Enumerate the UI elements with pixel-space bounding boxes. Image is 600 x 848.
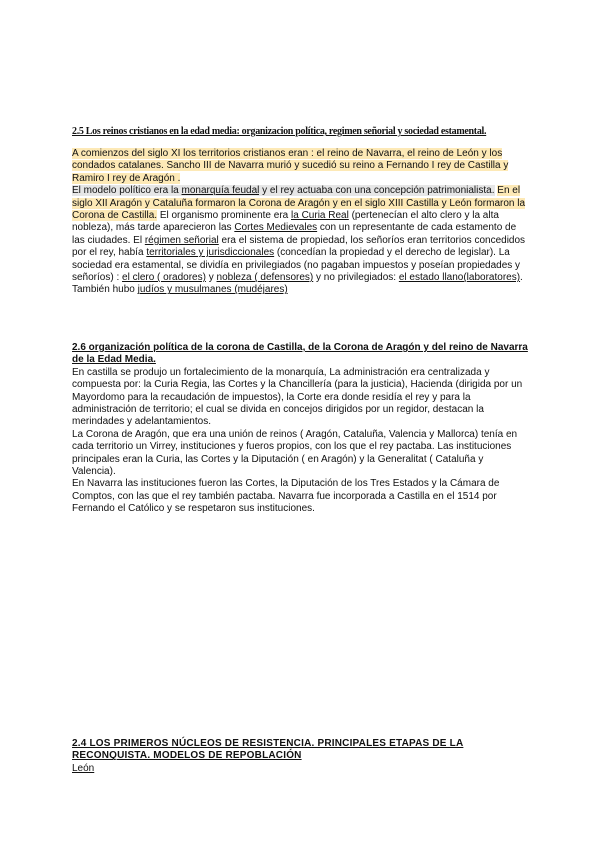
underlined-term: régimen señorial <box>144 234 219 246</box>
section-heading: 2.6 organización política de la corona de Castilla, de la Corona de Aragón y del reino de Navarra de la Edad Media. <box>72 342 528 366</box>
text-span: y <box>205 272 217 284</box>
underlined-term: la Curia Real <box>291 210 349 222</box>
text-span: y no privilegiados: <box>313 272 399 284</box>
paragraph: En castilla se produjo un fortalecimiento de la monarquía, La administración era centralizada y compuesta por: la Curia Regia, las Cortes y la Chancillería (para la justicia), Hacienda (dirigida por un Mayordomo para la recaudación de impuestos), la Corte era donde residía el rey y para la administración de territorio; el cual se divida en concejos dirigidos por un regidor, destacan la merindades y adelantamientos. <box>72 366 523 428</box>
section-2-5 <box>72 126 528 297</box>
text-span: (pertenecían el alto clero y la alta nobleza), más tarde aparecieron las <box>72 210 499 234</box>
highlighted-text: A comienzos del siglo XI los territorios cristianos eran : el reino de Navarra, el reino de León y los condados catalanes. Sancho III de Navarra murió y sucedió su reino a Fernando I rey de Castilla y Ramiro I rey de Aragón . <box>72 148 509 184</box>
section-heading: 2.5 Los reinos cristianos en la edad media: organizacion política, regimen señorial y sociedad estamental. <box>72 126 487 137</box>
paragraph <box>72 185 528 297</box>
highlighted-text: En el siglo XII Aragón y Cataluña formaron la Corona de Aragón y en el siglo XIII Castilla y León formaron la Corona de Castilla. <box>72 185 526 222</box>
underlined-term: territoriales y jurisdiccionales <box>146 247 275 259</box>
text-span: con un representante de cada estamento de las ciudades. El <box>72 222 517 246</box>
paragraph: La Corona de Aragón, que era una unión de reinos ( Aragón, Cataluña, Valencia y Mallorca) tenía en cada territorio un Virrey, instituciones y fueros propios, con los que el rey pactaba. Las instituciones principales eran la Curia, las Cortes y la Diputación ( en Aragón) y la Generalitat ( Cataluña y Valencia). <box>72 428 518 478</box>
underlined-term: judíos y musulmanes (mudéjares) <box>137 284 288 296</box>
subheading: León <box>72 762 95 774</box>
section-2-4 <box>72 738 528 775</box>
text-span: . También hubo <box>72 272 523 296</box>
underlined-term: Cortes Medievales <box>234 222 318 234</box>
underlined-term: el clero ( oradores) <box>122 272 206 284</box>
text-span: El organismo prominente era <box>157 210 292 222</box>
shaded-text: El modelo político era la <box>72 185 182 197</box>
shaded-text: y el rey actuaba con una concepción patrimonialista. <box>259 185 495 197</box>
section-heading: 2.4 LOS PRIMEROS NÚCLEOS DE RESISTENCIA. PRINCIPALES ETAPAS DE LA RECONQUISTA. MODELOS DE REPOBLACIÓN <box>72 738 464 762</box>
paragraph: En Navarra las instituciones fueron las Cortes, la Diputación de los Tres Estados y la Cámara de Comptos, con las que el rey también pactaba. Navarra fue incorporada a Castilla en el 1514 por Fernando el Católico y se respetaron sus instituciones. <box>72 478 500 515</box>
text-span: (concedían la propiedad y el derecho de legislar). La sociedad era estamental, se dividía en privilegiados (no pagaban impuestos y poseían propiedades y señoríos) : <box>72 247 521 284</box>
underlined-term: nobleza ( defensores) <box>216 272 314 284</box>
underlined-term: el estado llano(laboratores) <box>398 272 521 284</box>
paragraph <box>72 148 528 185</box>
underlined-term: monarquía feudal <box>181 185 260 197</box>
text-span: era el sistema de propiedad, los señoríos eran territorios concedidos por el rey, había <box>72 234 526 259</box>
section-2-6 <box>72 342 528 516</box>
